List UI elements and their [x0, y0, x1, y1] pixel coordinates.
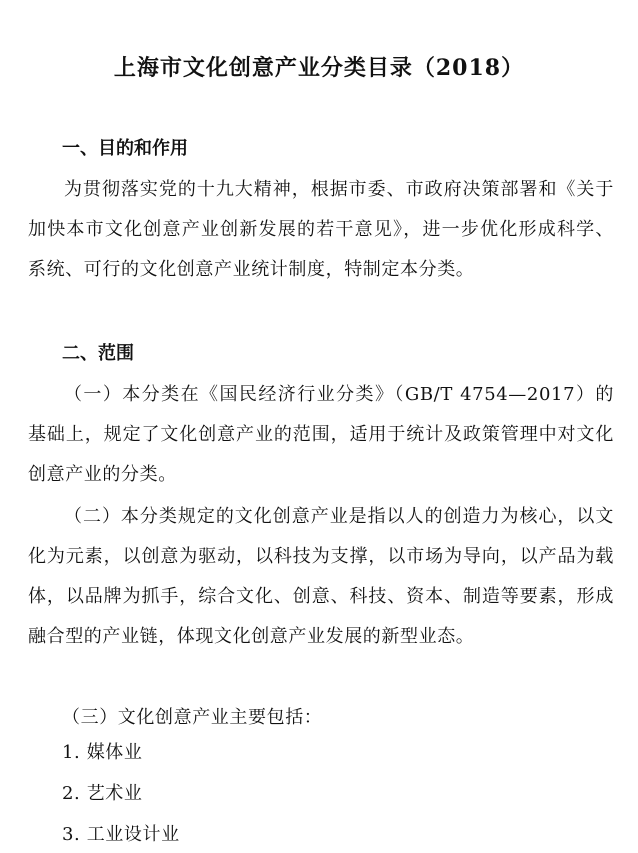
section-heading-purpose: 一、目的和作用 — [62, 138, 188, 159]
scope-paragraph-3: （三）文化创意产业主要包括： — [62, 707, 323, 728]
scope-paragraph-2: （二）本分类规定的文化创意产业是指以人的创造力为核心，以文化为元素，以创意为驱动，以科技为支撑，以市场为导向，以产品为载体，以品牌为抓手，综合文化、创意、科技、资本、制造等要素，形成融合型的产业链，体现文化创意产业发展的新型业态。 — [28, 506, 614, 647]
scope-paragraph-1: （一）本分类在《国民经济行业分类》（GB/T 4754—2017）的基础上，规定了文化创意产业的范围，适用于统计及政策管理中对文化创意产业的分类。 — [28, 384, 614, 485]
list-item-arts: 2. 艺术业 — [62, 783, 143, 804]
purpose-paragraph: 为贯彻落实党的十九大精神，根据市委、市政府决策部署和《关于加快本市文化创意产业创新发展的若干意见》，进一步优化形成科学、系统、可行的文化创意产业统计制度，特制定本分类。 — [28, 179, 614, 280]
list-item-industrial-design: 3. 工业设计业 — [62, 824, 180, 845]
section-heading-scope: 二、范围 — [62, 343, 134, 364]
document-title: 上海市文化创意产业分类目录（2018） — [113, 55, 525, 81]
list-item-media: 1. 媒体业 — [62, 742, 143, 763]
